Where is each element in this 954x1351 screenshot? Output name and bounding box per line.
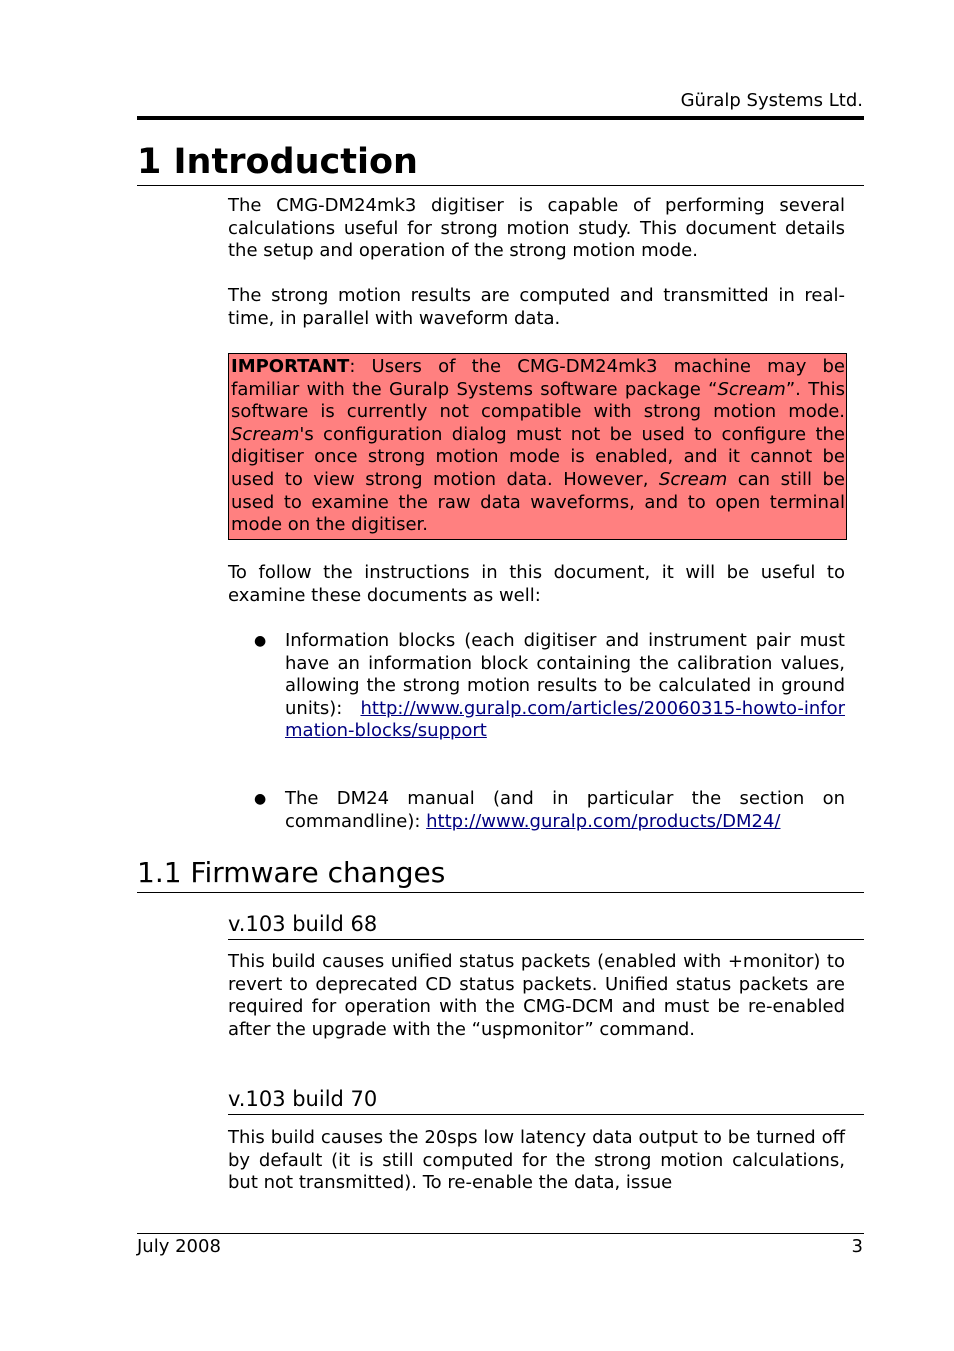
paragraph-text: The strong motion results are computed and transmitted in real-time, in parallel with waveform data. bbox=[228, 285, 845, 329]
important-text-4: can still be used to examine the raw data waveforms, and to open terminal mode on the digitiser. bbox=[231, 468, 845, 536]
page-number: 3 bbox=[851, 1236, 863, 1257]
intro-paragraph-3 bbox=[228, 562, 845, 607]
build-heading-68: v.103 build 68 bbox=[228, 911, 864, 940]
header-rule bbox=[137, 116, 864, 120]
important-text-2: ”. This software is currently not compatible with strong motion mode. bbox=[231, 378, 845, 423]
build-68-paragraph bbox=[228, 951, 845, 1041]
information-blocks-link[interactable]: http://www.guralp.com/articles/20060315-howto-information-blocks/support bbox=[285, 697, 845, 742]
important-text-1: : Users of the CMG-DM24mk3 machine may be familiar with the Guralp Systems software package “ bbox=[231, 356, 845, 400]
section-heading-firmware-changes: 1.1 Firmware changes bbox=[137, 855, 864, 893]
important-notice-box bbox=[228, 353, 847, 540]
list-item-text bbox=[285, 630, 845, 743]
list-item-text bbox=[285, 788, 845, 833]
intro-paragraph-1 bbox=[228, 195, 845, 263]
scream-name-2: Scream bbox=[231, 423, 300, 445]
dm24-manual-link[interactable]: http://www.guralp.com/products/DM24/ bbox=[426, 810, 781, 832]
running-header: Güralp Systems Ltd. bbox=[680, 90, 863, 111]
intro-paragraph-2 bbox=[228, 285, 845, 330]
paragraph-text: This build causes unified status packets (enabled with +monitor) to revert to deprecated CD status packets. Unified status packets are required for operation with the CMG-DCM and must be re-enabled after the upgrade with the “uspmonitor” command. bbox=[228, 951, 845, 1040]
bullet-icon: ● bbox=[254, 633, 267, 649]
scream-name-3: Scream bbox=[658, 468, 728, 490]
bullet-icon: ● bbox=[254, 791, 267, 807]
list-item-description: Information blocks (each digitiser and instrument pair must have an information block containing the calibration values, allowing the strong motion results to be calculated in ground units): bbox=[285, 630, 845, 719]
list-item bbox=[254, 788, 845, 833]
footer-date: July 2008 bbox=[137, 1236, 221, 1257]
list-item-description: The DM24 manual (and in particular the section on commandline): bbox=[285, 788, 845, 832]
paragraph-text: The CMG-DM24mk3 digitiser is capable of performing several calculations useful for strong motion study. This document details the setup and operation of the strong motion mode. bbox=[228, 195, 845, 262]
paragraph-text: This build causes the 20sps low latency data output to be turned off by default (it is still computed for the strong motion calculations, but not transmitted). To re-enable the data, issue bbox=[228, 1127, 845, 1194]
section-heading-introduction: 1 Introduction bbox=[137, 140, 864, 186]
important-label: IMPORTANT bbox=[231, 356, 350, 377]
important-text-3: 's configuration dialog must not be used to configure the digitiser once strong motion mode is enabled, and it cannot be used to view strong motion data. However, bbox=[231, 423, 845, 490]
build-70-paragraph bbox=[228, 1127, 845, 1195]
scream-name-1: Scream bbox=[717, 378, 786, 400]
footer-rule bbox=[137, 1233, 864, 1234]
paragraph-text: To follow the instructions in this document, it will be useful to examine these documents as well: bbox=[228, 562, 845, 606]
build-heading-70: v.103 build 70 bbox=[228, 1086, 864, 1115]
list-item bbox=[254, 630, 845, 743]
